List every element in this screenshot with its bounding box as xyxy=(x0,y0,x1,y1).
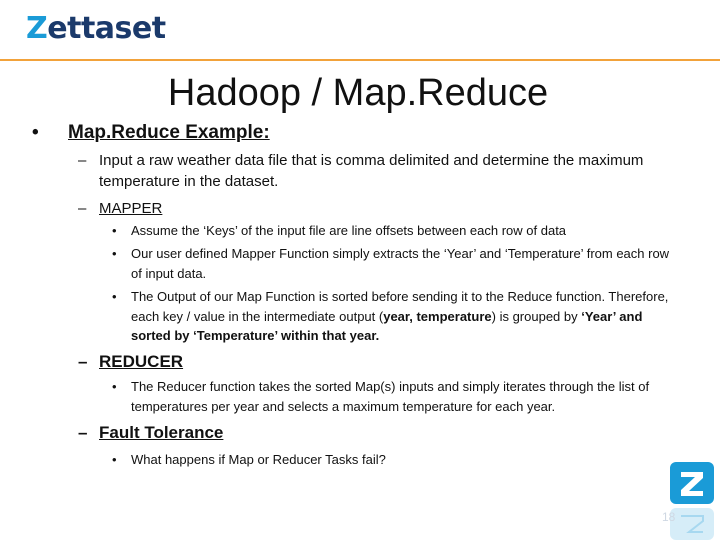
mapper-bullet-3-key-value: year, temperature xyxy=(383,308,492,324)
mapper-item xyxy=(78,198,668,219)
logo-rest: ettaset xyxy=(47,11,166,46)
bullet-dot: • xyxy=(112,379,117,394)
reducer-item xyxy=(78,350,668,374)
dash-marker: – xyxy=(78,423,88,442)
mapper-bullet-1-text: Assume the ‘Keys’ of the input file are line offsets between each row of data xyxy=(131,223,567,238)
logo-text xyxy=(26,12,166,46)
mapper-bullet-2 xyxy=(112,244,682,283)
section-label: Map.Reduce Example: xyxy=(68,122,270,143)
slide-title xyxy=(0,70,720,116)
fault-tolerance-heading: Fault Tolerance xyxy=(99,423,224,442)
intro-text: Input a raw weather data file that is comma delimited and determine the maximum temperature in the dataset. xyxy=(99,152,644,190)
bullet-dot: • xyxy=(112,246,117,261)
logo-first-letter: Z xyxy=(26,11,48,46)
fault-tolerance-item xyxy=(78,421,668,445)
fault-bullet-1-text: What happens if Map or Reducer Tasks fail? xyxy=(131,452,386,467)
dash-marker: – xyxy=(78,200,87,217)
mapper-bullet-1 xyxy=(112,221,682,241)
bullet-dot: • xyxy=(112,452,117,467)
mapper-bullet-3-pre: The Output of our Map Function is sorted before sending it to the Reduce function. Therefore, each key / value in the intermediate output ( xyxy=(131,289,669,324)
reducer-bullet-1 xyxy=(112,377,682,416)
slide-title-text: Hadoop / Map.Reduce xyxy=(167,72,549,114)
page-number: 18 xyxy=(662,510,676,524)
mapper-bullet-3 xyxy=(112,287,682,346)
zettaset-z-icon xyxy=(668,460,716,540)
dash-marker: – xyxy=(78,352,88,371)
fault-bullet-1 xyxy=(112,450,682,470)
zettaset-logo xyxy=(26,12,166,46)
reducer-heading: REDUCER xyxy=(99,352,184,371)
mapper-bullet-3-mid: ) is grouped by xyxy=(491,308,582,324)
mapper-bullet-3-grouping: ‘Year’ and sorted by ‘Temperature’ within that year. xyxy=(131,308,643,343)
section-heading xyxy=(32,120,270,146)
bullet-dot: • xyxy=(112,289,117,304)
dash-marker: – xyxy=(78,152,87,169)
bullet-dot: • xyxy=(32,122,39,143)
mapper-heading: MAPPER xyxy=(99,200,163,217)
reducer-bullet-1-text: The Reducer function takes the sorted Map(s) inputs and simply iterates through the list of temperatures per year and selects a maximum temperature for each year. xyxy=(131,379,650,414)
intro-item xyxy=(78,150,668,192)
mapper-bullet-2-text: Our user defined Mapper Function simply extracts the ‘Year’ and ‘Temperature’ from each row of input data. xyxy=(131,246,670,281)
header-divider xyxy=(0,58,720,62)
mapper-bullet-3-text xyxy=(131,287,682,346)
bullet-dot: • xyxy=(112,223,117,238)
